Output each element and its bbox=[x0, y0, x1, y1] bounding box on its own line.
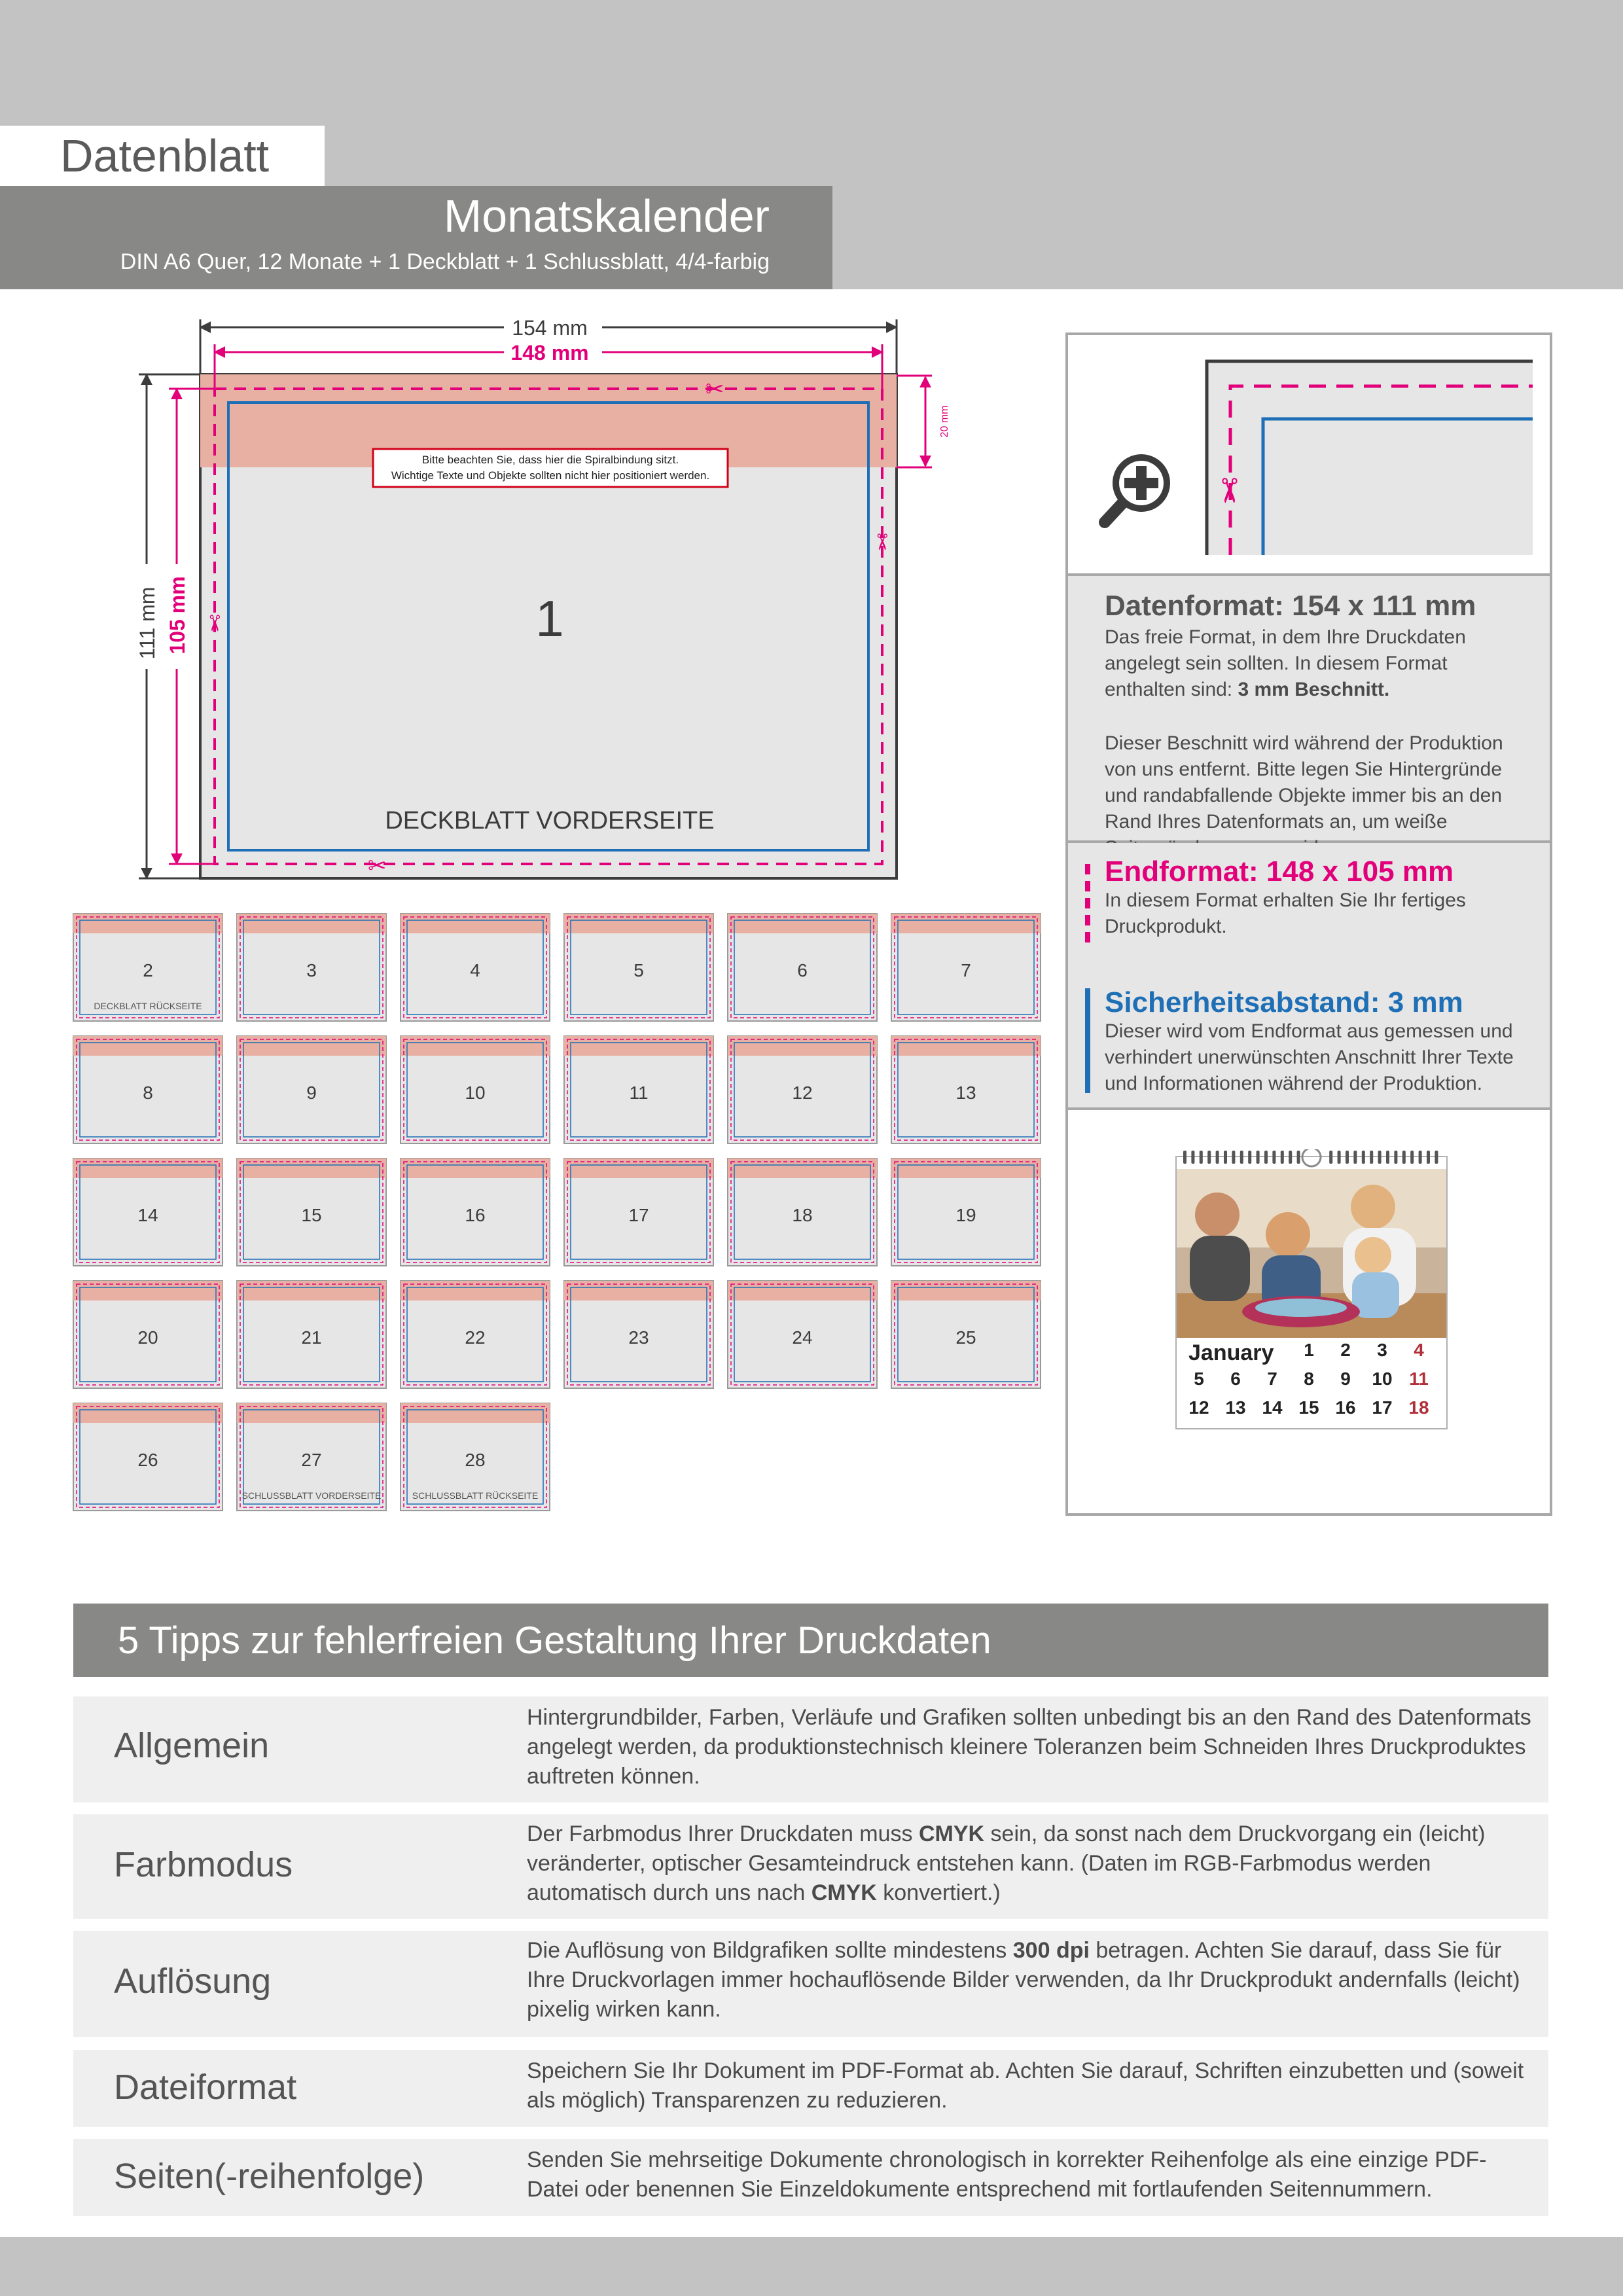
thumbnail-number: 21 bbox=[301, 1327, 322, 1348]
product-title: Monatskalender bbox=[443, 190, 770, 242]
calendar-day: 5 bbox=[1194, 1369, 1204, 1389]
calendar-day: 17 bbox=[1372, 1397, 1393, 1418]
calendar-day: 8 bbox=[1304, 1369, 1314, 1389]
thumbnail-page bbox=[564, 1281, 713, 1388]
scissors-icon: ✂ bbox=[201, 614, 227, 633]
sicherheit-title: Sicherheitsabstand: 3 mm bbox=[1105, 986, 1463, 1018]
thumbnail-page bbox=[891, 1158, 1041, 1266]
thumbnail-number: 7 bbox=[961, 960, 971, 980]
width-label: 154 mm bbox=[512, 316, 588, 340]
thumbnail-number: 27 bbox=[301, 1450, 322, 1470]
calendar-day: 2 bbox=[1340, 1340, 1351, 1360]
datenformat-bold: 3 mm Beschnitt. bbox=[1238, 679, 1390, 700]
thumbnail-page bbox=[237, 1036, 386, 1143]
calendar-day: 11 bbox=[1409, 1369, 1429, 1389]
thumbnail-number: 2 bbox=[143, 960, 153, 980]
page-number: 1 bbox=[535, 590, 564, 647]
thumbnail-page bbox=[73, 914, 223, 1021]
binding-height-label: 20 mm bbox=[939, 405, 950, 438]
scissors-icon: ✂ bbox=[1209, 476, 1248, 505]
thumbnail-page bbox=[728, 1158, 877, 1266]
calendar-card bbox=[1175, 1156, 1448, 1429]
binding-notice-line1: Bitte beachten Sie, dass hier die Spiralbindung sitzt. bbox=[421, 454, 679, 466]
thumbnail-page bbox=[401, 1403, 550, 1511]
thumbnail-number: 11 bbox=[629, 1083, 649, 1103]
thumbnail-number: 28 bbox=[465, 1450, 486, 1470]
calendar-photo bbox=[1177, 1169, 1446, 1338]
datenformat-section bbox=[1068, 573, 1550, 843]
thumbnail-caption: SCHLUSSBLATT RÜCKSEITE bbox=[412, 1490, 539, 1501]
corner-detail bbox=[1199, 352, 1533, 555]
calendar-day: 7 bbox=[1267, 1369, 1277, 1389]
endwidth-label: 148 mm bbox=[510, 341, 589, 365]
thumbnail-page bbox=[564, 1036, 713, 1143]
format-diagram bbox=[0, 289, 1060, 1533]
scissors-icon: ✂ bbox=[868, 533, 895, 552]
page-caption: DECKBLATT VORDERSEITE bbox=[385, 807, 715, 834]
endformat-text: In diesem Format erhalten Sie Ihr fertiges Druckprodukt. bbox=[1105, 889, 1466, 937]
datenformat-text2: Dieser Beschnitt wird während der Produktion von uns entfernt. Bitte legen Sie Hintergründe und randabfallende Objekte immer bis an den Rand Ihres Datenformats an, um weiße bbox=[1105, 732, 1503, 833]
info-panel bbox=[1065, 332, 1552, 1516]
tip-label: Allgemein bbox=[114, 1726, 270, 1765]
thumbnail-number: 20 bbox=[137, 1327, 158, 1348]
datenformat-text-part1: Das freie Format, in dem Ihre Druckdaten angelegt sein sollten. In diesem Format enthalten sind: bbox=[1105, 626, 1466, 700]
calendar-day: 14 bbox=[1262, 1397, 1283, 1418]
calendar-day: 13 bbox=[1225, 1397, 1246, 1418]
thumbnail-page bbox=[401, 1158, 550, 1266]
calendar-day: 4 bbox=[1414, 1340, 1424, 1360]
thumbnail-number: 24 bbox=[792, 1327, 813, 1348]
tip-label: Seiten(-reihenfolge) bbox=[114, 2157, 425, 2196]
tip-row-allgemein bbox=[73, 1696, 1548, 1803]
thumbnail-page bbox=[728, 914, 877, 1021]
thumbnail-page bbox=[73, 1403, 223, 1511]
datenformat-text bbox=[1105, 624, 1524, 703]
calendar-day: 6 bbox=[1230, 1369, 1241, 1389]
thumbnail-page bbox=[73, 1158, 223, 1266]
tip-row-aufloesung bbox=[73, 1931, 1548, 2037]
tip-row-seitenreihenfolge bbox=[73, 2139, 1548, 2216]
thumbnail-number: 18 bbox=[792, 1205, 813, 1225]
thumbnail-page bbox=[891, 1036, 1041, 1143]
thumbnail-number: 10 bbox=[465, 1083, 486, 1103]
calendar-day: 12 bbox=[1188, 1397, 1209, 1418]
calendar-day: 16 bbox=[1335, 1397, 1356, 1418]
thumbnail-number: 9 bbox=[306, 1083, 317, 1103]
calendar-days bbox=[1177, 1336, 1446, 1428]
scissors-icon: ✂ bbox=[705, 376, 724, 403]
endformat-title: Endformat: 148 x 105 mm bbox=[1105, 855, 1454, 888]
thumbnail-number: 16 bbox=[465, 1205, 486, 1225]
tip-text: Speichern Sie Ihr Dokument im PDF-Format ab. Achten Sie darauf, Schriften einzubetten und (soweit als möglich) Transparenzen zu reduzieren. bbox=[527, 2058, 1524, 2113]
thumbnail-number: 25 bbox=[955, 1327, 976, 1348]
tip-label: Dateiformat bbox=[114, 2068, 297, 2107]
thumbnail-page bbox=[401, 914, 550, 1021]
thumbnail-page bbox=[237, 1158, 386, 1266]
main-page bbox=[135, 316, 950, 879]
thumbnail-page bbox=[564, 1158, 713, 1266]
product-subtitle: DIN A6 Quer, 12 Monate + 1 Deckblatt + 1 Schlussblatt, 4/4-farbig bbox=[120, 249, 770, 274]
thumbnail-number: 12 bbox=[792, 1083, 813, 1103]
sicherheit-marker bbox=[1085, 988, 1090, 1093]
thumbnail-number: 13 bbox=[955, 1083, 976, 1103]
calendar-day: 3 bbox=[1377, 1340, 1387, 1360]
calendar-month: January bbox=[1188, 1340, 1274, 1365]
thumbnail-number: 4 bbox=[470, 960, 480, 980]
spiral-binding-icon bbox=[1177, 1149, 1446, 1169]
endheight-label: 105 mm bbox=[166, 576, 189, 655]
thumbnail-page bbox=[237, 914, 386, 1021]
calendar-day: 10 bbox=[1372, 1369, 1393, 1389]
thumbnail-number: 5 bbox=[633, 960, 644, 980]
scissors-icon: ✂ bbox=[368, 853, 387, 879]
thumbnail-page bbox=[401, 1281, 550, 1388]
calendar-day: 18 bbox=[1408, 1397, 1429, 1418]
tip-text: Der Farbmodus Ihrer Druckdaten muss CMYK sein, da sonst nach dem Druckvorgang ein (leicht) veränderter, optischer Gesamteindruck entstehen kann. (Daten im RGB-Farbmodus werden automatisch durch uns nach CMYK konvertiert.) bbox=[527, 1821, 1486, 1905]
thumbnail-page bbox=[728, 1281, 877, 1388]
thumbnail-number: 22 bbox=[465, 1327, 486, 1348]
sicherheit-text: Dieser wird vom Endformat aus gemessen und verhindert unerwünschten Anschnitt Ihrer Texte und Informationen während der Produktion. bbox=[1105, 1020, 1514, 1094]
thumbnail-page bbox=[728, 1036, 877, 1143]
height-label: 111 mm bbox=[135, 586, 159, 660]
thumbnail-number: 6 bbox=[797, 960, 808, 980]
calendar-day: 1 bbox=[1304, 1340, 1314, 1360]
thumbnail-number: 26 bbox=[137, 1450, 158, 1470]
thumbnail-number: 14 bbox=[137, 1205, 158, 1225]
datenblatt-label: Datenblatt bbox=[60, 130, 270, 181]
thumbnail-number: 23 bbox=[628, 1327, 649, 1348]
endformat-marker bbox=[1085, 864, 1090, 942]
zoom-detail bbox=[1068, 335, 1550, 573]
datenformat-title: Datenformat: 154 x 111 mm bbox=[1105, 590, 1476, 622]
tip-label: Farbmodus bbox=[114, 1845, 293, 1884]
thumbnail-page bbox=[73, 1281, 223, 1388]
thumbnail-caption: DECKBLATT RÜCKSEITE bbox=[94, 1001, 202, 1011]
thumbnail-page bbox=[237, 1403, 386, 1511]
binding-notice-line2: Wichtige Texte und Objekte sollten nicht hier positioniert werden. bbox=[391, 469, 710, 482]
calendar-preview bbox=[1068, 1110, 1550, 1513]
tip-row-farbmodus bbox=[73, 1814, 1548, 1919]
thumbnail-page bbox=[891, 914, 1041, 1021]
tip-label: Auflösung bbox=[114, 1962, 272, 2001]
calendar-day: 9 bbox=[1340, 1369, 1351, 1389]
thumbnail-page bbox=[237, 1281, 386, 1388]
tips-title: 5 Tipps zur fehlerfreien Gestaltung Ihrer Druckdaten bbox=[118, 1619, 991, 1662]
thumbnail-page bbox=[401, 1036, 550, 1143]
tip-text: Senden Sie mehrseitige Dokumente chronologisch in korrekter Reihenfolge als eine einzige PDF-Datei oder benennen Sie Einzeldokumente entsprechend mit fortlaufenden Seitennummern. bbox=[527, 2147, 1487, 2202]
endformat-section bbox=[1068, 843, 1550, 1110]
calendar-day: 15 bbox=[1298, 1397, 1319, 1418]
zoom-in-icon bbox=[1098, 446, 1183, 531]
thumbnail-number: 19 bbox=[955, 1205, 976, 1225]
thumbnail-caption: SCHLUSSBLATT VORDERSEITE bbox=[241, 1490, 382, 1501]
tip-row-dateiformat bbox=[73, 2050, 1548, 2127]
tip-text: Hintergrundbilder, Farben, Verläufe und Grafiken sollten unbedingt bis an den Rand des Datenformats angelegt werden, da produktionstechnisch kleinere Toleranzen beim Schneiden Ihres Druckproduktes auftreten können. bbox=[527, 1705, 1531, 1789]
thumbnail-page bbox=[564, 914, 713, 1021]
thumbnail-number: 15 bbox=[301, 1205, 322, 1225]
thumbnail-page bbox=[891, 1281, 1041, 1388]
thumbnail-page bbox=[73, 1036, 223, 1143]
thumbnail-number: 17 bbox=[628, 1205, 649, 1225]
tip-text: Die Auflösung von Bildgrafiken sollte mindestens 300 dpi betragen. Achten Sie darauf, dass Sie für Ihre Druckvorlagen immer hochauflösende Bilder verwenden, da Ihr Druckprodukt andernfalls (leicht) pixelig wirken kann. bbox=[527, 1938, 1520, 2022]
footer-band bbox=[0, 2237, 1623, 2296]
thumbnail-number: 8 bbox=[143, 1083, 153, 1103]
page-thumbnails bbox=[73, 914, 1041, 1511]
thumbnail-number: 3 bbox=[306, 960, 317, 980]
